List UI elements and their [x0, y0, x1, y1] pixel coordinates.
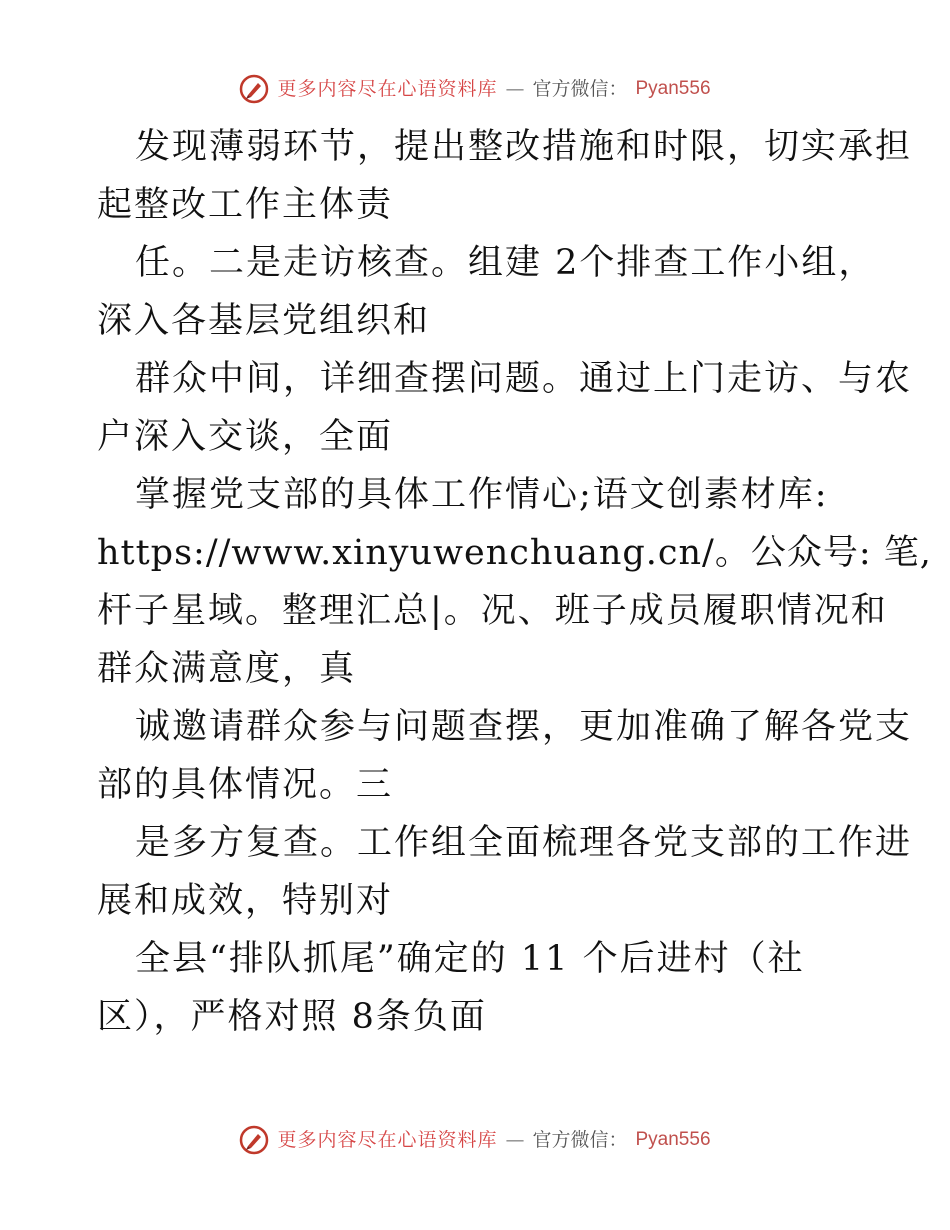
text-line: 杆子星域。整理汇总|。况、班子成员履职情况和	[97, 591, 888, 631]
text-line: 诚邀请群众参与问题查摆，更加准确了解各党支	[135, 707, 913, 747]
text-line: 群众中间，详细查摆问题。通过上门走访、与农	[135, 359, 913, 399]
text-line: 深入各基层党组织和	[97, 301, 431, 341]
banner-wechat-label: 官方微信：	[532, 1129, 628, 1151]
banner-wechat-id: Pyan556	[635, 78, 711, 99]
footer-watermark-banner	[0, 1125, 950, 1155]
text-line-url: https://www.xinyuwenchuang.cn/。公众号: 笔,	[97, 533, 932, 573]
banner-title: 更多内容尽在心语资料库	[277, 1129, 498, 1151]
text-line: 区），严格对照 8条负面	[97, 997, 487, 1037]
text-line: 是多方复查。工作组全面梳理各党支部的工作进	[135, 823, 913, 863]
pen-logo-icon	[239, 74, 269, 104]
document-body	[97, 118, 932, 1046]
text-line: 起整改工作主体责	[97, 185, 394, 225]
text-line: 发现薄弱环节，提出整改措施和时限，切实承担	[135, 127, 913, 167]
text-line: 掌握党支部的具体工作情心;语文创素材库:	[135, 475, 829, 515]
text-line: 全县“排队抓尾”确定的 11 个后进村（社	[135, 939, 805, 979]
banner-wechat-label: 官方微信：	[532, 78, 628, 100]
text-line: 展和成效，特别对	[97, 881, 394, 921]
text-line: 部的具体情况。三	[97, 765, 394, 805]
text-line: 户深入交谈，全面	[97, 417, 394, 457]
banner-separator: —	[505, 78, 525, 100]
banner-wechat-id: Pyan556	[635, 1129, 711, 1150]
pen-logo-icon	[239, 1125, 269, 1155]
header-watermark-banner	[0, 74, 950, 104]
text-line: 任。二是走访核查。组建 2个排查工作小组，	[135, 243, 876, 283]
text-line: 群众满意度，真	[97, 649, 357, 689]
banner-separator: —	[505, 1129, 525, 1151]
banner-title: 更多内容尽在心语资料库	[277, 78, 498, 100]
